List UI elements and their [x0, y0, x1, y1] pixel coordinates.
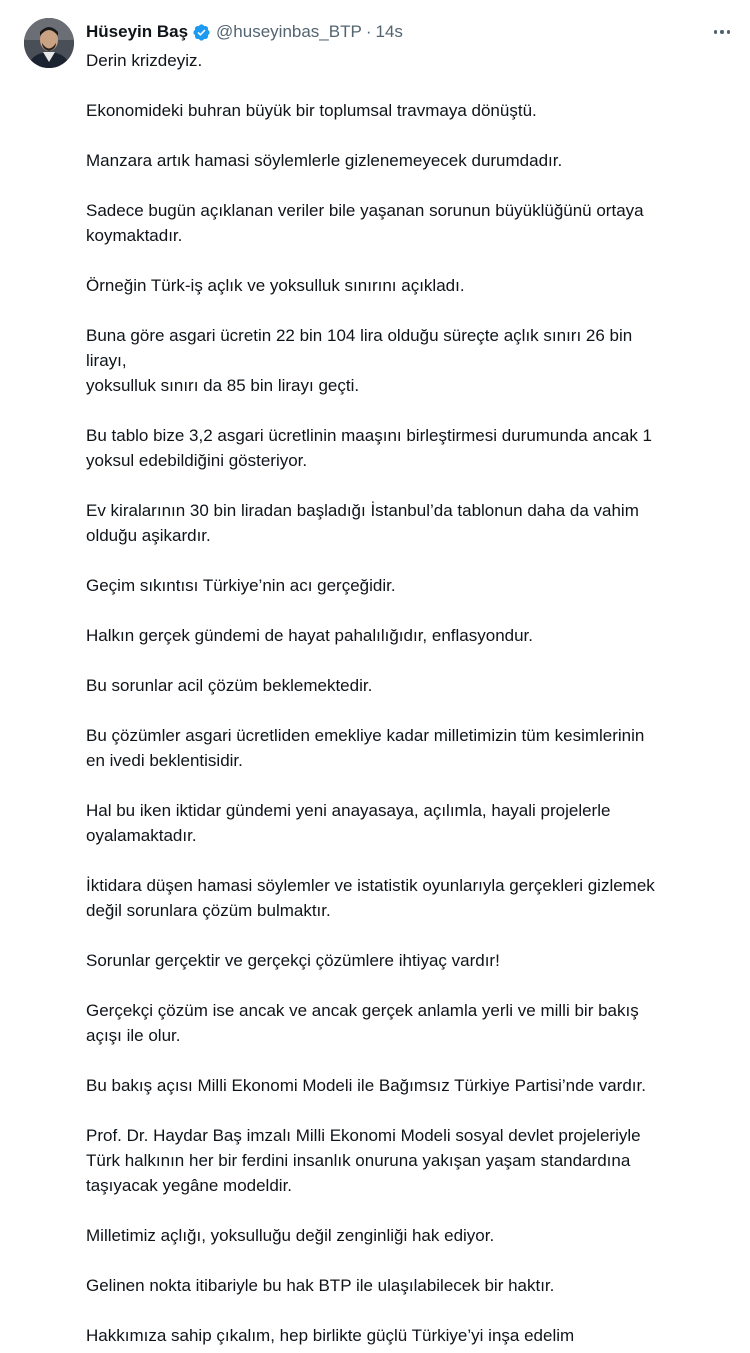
tweet-line: yoksul edebildiğini gösteriyor.	[86, 451, 308, 470]
separator-dot: ·	[365, 22, 372, 41]
tweet-line: Manzara artık hamasi söylemlerle gizlenemeyecek durumdadır.	[86, 151, 563, 170]
tweet-line: Buna göre asgari ücretin 22 bin 104 lira olduğu süreçte açlık sınırı 26 bin	[86, 326, 633, 345]
tweet-paragraph	[86, 148, 731, 173]
tweet-line: Geçim sıkıntısı Türkiye’nin acı gerçeğidir.	[86, 576, 396, 595]
tweet-paragraph	[86, 873, 731, 923]
tweet-line: Bu tablo bize 3,2 asgari ücretlinin maaşını birleştirmesi durumunda ancak 1	[86, 426, 653, 445]
tweet-line: Hal bu iken iktidar gündemi yeni anayasaya, açılımla, hayali projelerle	[86, 801, 611, 820]
tweet-header	[86, 20, 403, 44]
tweet-paragraph	[86, 198, 731, 248]
tweet-text	[86, 48, 731, 1353]
tweet-line: Sorunlar gerçektir ve gerçekçi çözümlere ihtiyaç vardır!	[86, 951, 500, 970]
tweet-line: Bu bakış açısı Milli Ekonomi Modeli ile Bağımsız Türkiye Partisi’nde vardır.	[86, 1076, 646, 1095]
tweet-line: değil sorunlara çözüm bulmaktır.	[86, 901, 331, 920]
tweet-paragraph	[86, 723, 731, 773]
tweet-line: yoksulluk sınırı da 85 bin lirayı geçti.	[86, 376, 360, 395]
tweet-line: Gelinen nokta itibariyle bu hak BTP ile ulaşılabilecek bir haktır.	[86, 1276, 555, 1295]
more-options-button[interactable]	[710, 22, 734, 42]
timestamp[interactable]: 14s	[375, 22, 403, 41]
tweet-line: taşıyacak yegâne modeldir.	[86, 1176, 293, 1195]
tweet-line: oyalamaktadır.	[86, 826, 197, 845]
tweet-paragraph	[86, 998, 731, 1048]
tweet-line: Sadece bugün açıklanan veriler bile yaşanan sorunun büyüklüğünü ortaya	[86, 201, 644, 220]
tweet-line: Ev kiralarının 30 bin liradan başladığı İstanbul’da tablonun daha da vahim	[86, 501, 639, 520]
tweet-paragraph	[86, 1223, 731, 1248]
tweet-paragraph	[86, 498, 731, 548]
tweet-paragraph	[86, 98, 731, 123]
tweet-line: Ekonomideki buhran büyük bir toplumsal travmaya dönüştü.	[86, 101, 537, 120]
tweet-line: Milletimiz açlığı, yoksulluğu değil zenginliği hak ediyor.	[86, 1226, 495, 1245]
tweet-paragraph	[86, 948, 731, 973]
tweet-line: Derin krizdeyiz.	[86, 51, 203, 70]
tweet-paragraph	[86, 798, 731, 848]
tweet-paragraph	[86, 323, 731, 398]
tweet-line: Prof. Dr. Haydar Baş imzalı Milli Ekonomi Modeli sosyal devlet projeleriyle	[86, 1126, 641, 1145]
tweet-line: Halkın gerçek gündemi de hayat pahalılığıdır, enflasyondur.	[86, 626, 534, 645]
tweet-line: Hakkımıza sahip çıkalım, hep birlikte güçlü Türkiye’yi inşa edelim	[86, 1326, 575, 1345]
more-horizontal-icon	[714, 30, 717, 33]
tweet-line: koymaktadır.	[86, 226, 183, 245]
tweet-line: Bu çözümler asgari ücretliden emekliye kadar milletimizin tüm kesimlerinin	[86, 726, 645, 745]
avatar[interactable]	[24, 18, 74, 68]
tweet-paragraph	[86, 273, 731, 298]
tweet-paragraph	[86, 423, 731, 473]
tweet-paragraph	[86, 1273, 731, 1298]
verified-badge-icon	[192, 23, 211, 42]
tweet-paragraph	[86, 673, 731, 698]
tweet-paragraph	[86, 48, 731, 73]
tweet-paragraph	[86, 1123, 731, 1198]
tweet-line: olduğu aşikardır.	[86, 526, 211, 545]
tweet-paragraph	[86, 623, 731, 648]
tweet-paragraph	[86, 573, 731, 598]
tweet-line: Örneğin Türk-iş açlık ve yoksulluk sınırını açıkladı.	[86, 276, 465, 295]
tweet-line: lirayı,	[86, 351, 127, 370]
tweet-line: Türk halkının her bir ferdini insanlık onuruna yakışan yaşam standardına	[86, 1151, 631, 1170]
author-name[interactable]: Hüseyin Baş	[86, 22, 189, 41]
tweet-line: İktidara düşen hamasi söylemler ve istatistik oyunlarıyla gerçekleri gizlemek	[86, 876, 655, 895]
tweet-line: açışı ile olur.	[86, 1026, 181, 1045]
tweet-line: Gerçekçi çözüm ise ancak ve ancak gerçek anlamla yerli ve milli bir bakış	[86, 1001, 639, 1020]
author-handle[interactable]: @huseyinbas_BTP	[216, 22, 362, 41]
tweet-paragraph	[86, 1323, 731, 1348]
tweet-paragraph	[86, 1073, 731, 1098]
tweet-line: Bu sorunlar acil çözüm beklemektedir.	[86, 676, 373, 695]
avatar-photo	[24, 18, 74, 68]
tweet-line: en ivedi beklentisidir.	[86, 751, 243, 770]
